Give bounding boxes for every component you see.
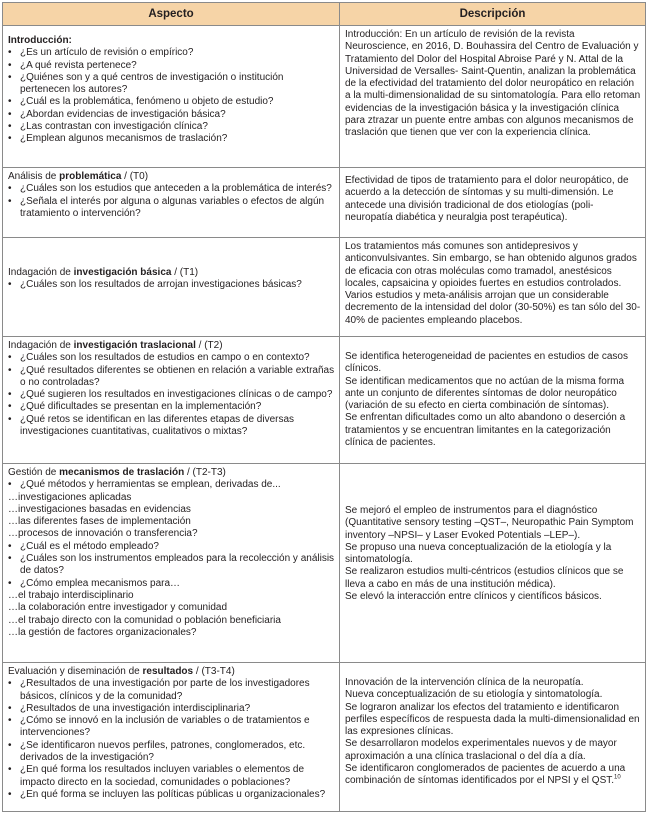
description-paragraph: Se lograron analizar los efectos del tratamiento e identificaron perfiles específicos de respuesta dada la multi-dimensionalidad en las expresiones clínicas. xyxy=(345,701,640,738)
question-text: ¿Resultados de una investigación por parte de los investigadores básicos, clínicos y de la comunidad? xyxy=(20,678,310,702)
bullet-icon: • xyxy=(8,389,12,401)
question-text: ¿Quiénes son y a qué centros de investigación o institución pertenecen los autores? xyxy=(20,71,284,96)
question-list xyxy=(8,479,335,639)
list-item xyxy=(8,740,335,765)
description-paragraph: Innovación de la intervención clínica de la neuropatía. xyxy=(345,677,584,688)
bullet-icon: • xyxy=(8,195,12,207)
footnote-ref: 10 xyxy=(614,775,621,782)
bullet-icon: • xyxy=(8,121,12,133)
bullet-icon: • xyxy=(8,352,12,364)
list-item xyxy=(8,133,335,145)
bullet-icon: • xyxy=(8,108,12,120)
row-gestion xyxy=(3,463,645,662)
description-cell xyxy=(340,464,645,662)
list-item xyxy=(8,590,335,602)
list-item xyxy=(8,279,335,291)
list-item xyxy=(8,703,335,715)
bullet-icon: • xyxy=(8,59,12,71)
question-text: ¿Qué sugieren los resultados en investigaciones clínicas o de campo? xyxy=(20,389,333,401)
description-paragraph: Se identifican medicamentos que no actúan de la misma forma ante un conjunto de diferentes síntomas de dolor neuropático (variación de su efecto en cierta combinación de síntomas). xyxy=(345,375,625,412)
list-item xyxy=(8,602,335,614)
list-item xyxy=(8,678,335,703)
description-text: Introducción: En un artículo de revisión de la revista Neuroscience, en 2016, D. Bouhassira del Centro de Evaluación y Tratamiento del Dolor del Hospital Abroise Paré y N. Attal de la Universidad de Versalles- Saint-Quentin, analizan la problemática de la efectividad del tratamiento del dolor neuropático en relación a la multi-dimensionalidad de su sintomatología. Para ello retoman evidencias de la investigación básica y la investigación clínica para ztrazar un puente entre ambas con algunos mecanismos de traslación que tienen que ver con la experiencia clínica. xyxy=(345,29,641,139)
description-text: Los tratamientos más comunes son antidepresivos y anticonvulsivantes. Sin embargo, se han obtenido algunos grados de eficacia con otras moléculas como tramadol, anestésicos locales, capsaicina y opioides fuertes en estudios controlados. Varios estudios y meta-análisis arrojan que un considerable decremento de la intensidad del dolor (30-50%) es tan sólo del 30-40% de pacientes empleando placebos. xyxy=(345,241,641,326)
row-basica xyxy=(3,237,645,336)
description-paragraph: Se identifica heterogeneidad de pacientes en estudios de casos clínicos. xyxy=(345,351,628,375)
list-item xyxy=(8,365,335,390)
list-item xyxy=(8,389,335,401)
question-list xyxy=(8,47,335,145)
question-text: …las diferentes fases de implementación xyxy=(8,516,191,528)
bullet-icon: • xyxy=(8,702,12,714)
bullet-icon: • xyxy=(8,401,12,413)
list-item xyxy=(8,401,335,413)
bullet-icon: • xyxy=(8,764,12,776)
bullet-icon: • xyxy=(8,133,12,145)
bullet-icon: • xyxy=(8,47,12,59)
question-text: ¿Abordan evidencias de investigación básica? xyxy=(20,108,226,120)
question-text: …investigaciones basadas en evidencias xyxy=(8,503,191,515)
question-text: ¿A qué revista pertenece? xyxy=(20,59,137,71)
description-paragraph: Se elevó la interacción entre clínicos y científicos básicos. xyxy=(345,591,602,603)
description-paragraph: Se enfrentan dificultades como un alto abandono o deserción a tratamientos y se encuentran limitantes en la categorización clínica de pacientes. xyxy=(345,412,626,449)
list-item xyxy=(8,516,335,528)
aspect-cell xyxy=(3,168,340,237)
bullet-icon: • xyxy=(8,577,12,589)
question-list xyxy=(8,352,335,438)
description-paragraph: Se identificaron conglomerados de pacientes de acuerdo a una combinación de síntomas identificados por el NPSI y el QST.$^{10}$ xyxy=(345,763,626,787)
question-text: ¿Cómo emplea mecanismos para… xyxy=(20,577,181,589)
bullet-icon: • xyxy=(8,715,12,727)
question-text: …la gestión de factores organizacionales? xyxy=(8,626,197,638)
description-cell xyxy=(340,26,645,167)
description-paragraph: Se mejoró el empleo de instrumentos para el diagnóstico (Quantitative sensory testing –QST–, Neuropathic Pain Symptom inventory –NPSI– y Laser Evoked Potentials –LEP–). xyxy=(345,505,634,541)
description-cell xyxy=(340,168,645,237)
question-text: ¿Cuál es el método empleado? xyxy=(20,540,159,552)
bullet-icon: • xyxy=(8,739,12,751)
list-item xyxy=(8,764,335,789)
list-item xyxy=(8,615,335,627)
row-evaluacion xyxy=(3,662,645,812)
question-text: …la colaboración entre investigador y comunidad xyxy=(8,602,228,614)
row-traslacional xyxy=(3,336,645,463)
description-cell xyxy=(340,663,645,812)
question-text: ¿Cuál es la problemática, fenómeno u objeto de estudio? xyxy=(20,96,274,108)
list-item xyxy=(8,60,335,72)
question-list xyxy=(8,279,335,291)
list-item xyxy=(8,627,335,639)
list-item xyxy=(8,789,335,801)
description-paragraph: Nueva conceptualización de su etiología y sintomatología. xyxy=(345,689,603,701)
list-item xyxy=(8,121,335,133)
row-title: Indagación de investigación traslacional / (T2) xyxy=(8,340,223,351)
bullet-icon: • xyxy=(8,788,12,800)
header-aspecto: Aspecto xyxy=(3,3,340,25)
aspect-cell xyxy=(3,464,340,662)
aspect-cell xyxy=(3,238,340,336)
description-cell xyxy=(340,337,645,463)
bullet-icon: • xyxy=(8,71,12,83)
list-item xyxy=(8,414,335,439)
question-text: ¿Cómo se innovó en la inclusión de variables o de tratamientos e intervenciones? xyxy=(20,715,310,739)
list-item xyxy=(8,183,335,195)
list-item xyxy=(8,541,335,553)
question-list xyxy=(8,678,335,801)
bullet-icon: • xyxy=(8,553,12,565)
question-text: …el trabajo directo con la comunidad o población beneficiaria xyxy=(8,614,281,626)
question-text: …investigaciones aplicadas xyxy=(8,491,132,503)
description-paragraph: Se realizaron estudios multi-céntricos (estudios clínicos que se lleva a cabo en más de una institución médica). xyxy=(345,566,624,590)
question-text: …procesos de innovación o transferencia? xyxy=(8,528,198,540)
question-text: ¿Señala el interés por alguna o algunas variables o efectos de algún tratamiento o intervención? xyxy=(20,195,325,219)
question-text: ¿En qué forma los resultados incluyen variables o elementos de impacto directo en la sociedad, comunidades o poblaciones? xyxy=(20,764,305,788)
question-text: ¿Qué retos se identifican en las diferentes etapas de diversas investigaciones cuantitativas, cualitativos o mixtas? xyxy=(20,413,295,438)
bullet-icon: • xyxy=(8,183,12,195)
question-text: …el trabajo interdisciplinario xyxy=(8,589,134,601)
list-item xyxy=(8,47,335,59)
aspect-cell xyxy=(3,337,340,463)
list-item xyxy=(8,352,335,364)
bullet-icon: • xyxy=(8,479,12,491)
aspect-cell xyxy=(3,663,340,812)
question-text: ¿Las contrastan con investigación clínica? xyxy=(20,121,208,133)
question-text: ¿Qué dificultades se presentan en la implementación? xyxy=(20,401,262,413)
row-title: Análisis de problemática / (T0) xyxy=(8,171,149,182)
row-title: Gestión de mecanismos de traslación / (T2-T3) xyxy=(8,467,226,478)
aspect-cell xyxy=(3,26,340,167)
row-title: Indagación de investigación básica / (T1) xyxy=(8,267,199,278)
row-title: Evaluación y diseminación de resultados / (T3-T4) xyxy=(8,666,235,677)
bullet-icon: • xyxy=(8,279,12,291)
list-item xyxy=(8,553,335,578)
list-item xyxy=(8,109,335,121)
question-text: ¿Emplean algunos mecanismos de traslación? xyxy=(20,133,228,145)
bullet-icon: • xyxy=(8,96,12,108)
question-text: ¿Cuáles son los resultados de estudios en campo o en contexto? xyxy=(20,352,310,364)
list-item xyxy=(8,196,335,221)
list-item xyxy=(8,72,335,97)
description-cell xyxy=(340,238,645,336)
question-text: ¿Cuáles son los instrumentos empleados para la recolección y análisis de datos? xyxy=(20,553,335,577)
row-analisis xyxy=(3,167,645,237)
description-text: Efectividad de tipos de tratamiento para el dolor neuropático, de acuerdo a la detección de síntomas y su multi-dimensión. Le antecede una división tradicional de dos etiologías (poli-neuropatía diabética y neuralgia post terapéutica). xyxy=(345,175,629,223)
bullet-icon: • xyxy=(8,678,12,690)
question-text: ¿Es un artículo de revisión o empírico? xyxy=(20,47,194,59)
question-text: ¿En qué forma se incluyen las políticas públicas u organizacionales? xyxy=(20,788,326,800)
list-item xyxy=(8,528,335,540)
header-descripcion: Descripción xyxy=(459,7,526,20)
description-text xyxy=(345,351,641,449)
question-text: ¿Cuáles son los estudios que anteceden a la problemática de interés? xyxy=(20,183,332,195)
description-paragraph: Se desarrollaron modelos experimentales nuevos y de mayor aproximación a una clínica traslacional o del día a día. xyxy=(345,738,617,762)
question-text: ¿Qué métodos y herramientas se emplean, derivadas de... xyxy=(20,479,281,491)
question-text: ¿Qué resultados diferentes se obtienen en relación a variable extrañas o no controladas? xyxy=(20,364,335,388)
bullet-icon: • xyxy=(8,413,12,425)
row-introduccion xyxy=(3,25,645,167)
row-title: Introducción: xyxy=(8,35,72,46)
list-item xyxy=(8,715,335,740)
question-text: ¿Resultados de una investigación interdisciplinaria? xyxy=(20,702,251,714)
list-item xyxy=(8,96,335,108)
description-paragraph: Se propuso una nueva conceptualización de la etiología y la sintomatología. xyxy=(345,541,612,566)
list-item xyxy=(8,492,335,504)
question-text: ¿Se identificaron nuevos perfiles, patrones, conglomerados, etc. derivados de la investigación? xyxy=(20,739,306,764)
description-text xyxy=(345,677,641,788)
list-item xyxy=(8,504,335,516)
table-header xyxy=(3,3,645,25)
list-item xyxy=(8,479,335,491)
list-item xyxy=(8,578,335,590)
bullet-icon: • xyxy=(8,540,12,552)
comparison-table xyxy=(2,2,646,812)
description-text xyxy=(345,505,641,603)
question-text: ¿Cuáles son los resultados de arrojan investigaciones básicas? xyxy=(20,279,302,291)
question-list xyxy=(8,183,335,220)
bullet-icon: • xyxy=(8,364,12,376)
